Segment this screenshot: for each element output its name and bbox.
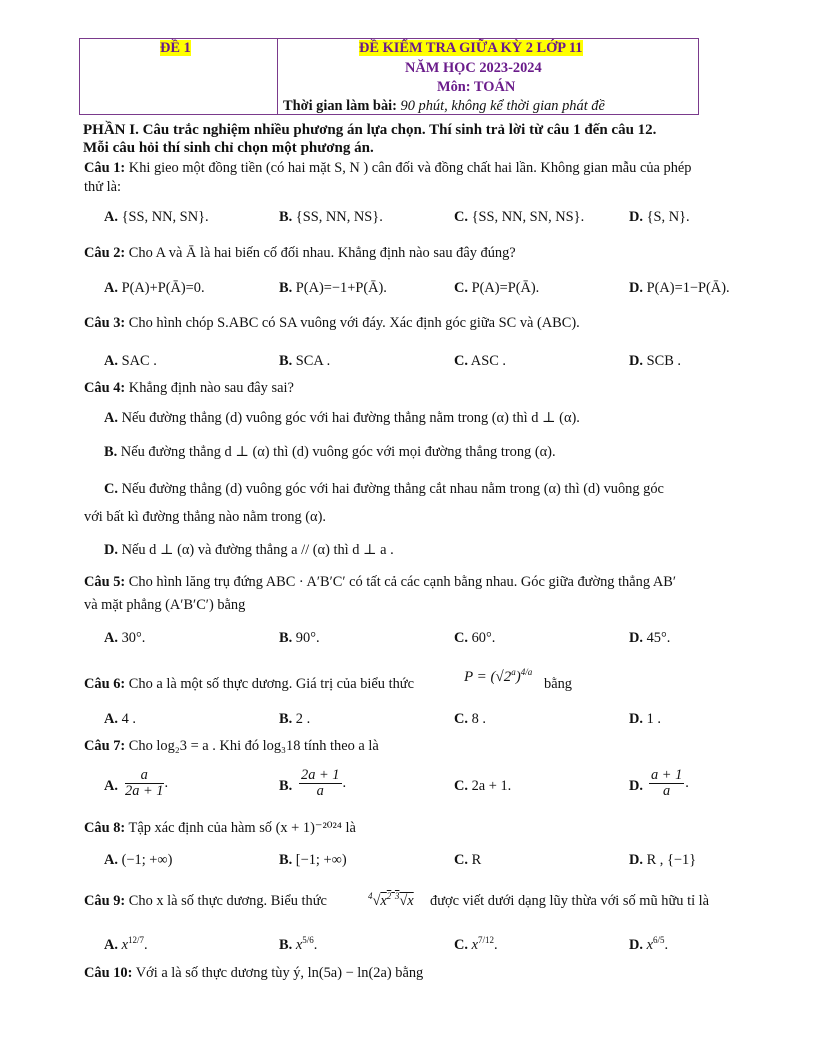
question-8: Câu 8: Tập xác định của hàm số (x + 1)⁻²⁰²⁴ là: [84, 820, 356, 836]
q9-expression: $^4√x^2$ $^3$√x: [368, 891, 414, 909]
q1-option-c: C. {SS, NN, SN, NS}.: [454, 209, 585, 225]
q7-b-fraction: $\frac{2a + 1}{a}$ .: [301, 767, 347, 799]
section-subheading: Mỗi câu hỏi thí sinh chỉ chọn một phương án.: [83, 140, 374, 156]
q3-option-d: D. SCB .: [629, 353, 681, 369]
q7-a-fraction: $\frac{a}{2a + 1}$ .: [125, 767, 169, 799]
q7-option-d: D.: [629, 778, 643, 794]
header-divider: [277, 39, 278, 114]
q3-option-b: B. SCA .: [279, 353, 331, 369]
exam-title: ĐỀ KIỂM TRA GIỮA KỲ 2 LỚP 11: [359, 40, 583, 56]
q2-option-d: D. P(A)=1−P(Ā).: [629, 280, 730, 296]
question-10: Câu 10: Với a là số thực dương tùy ý, ln(5a) − ln(2a) bằng: [84, 965, 424, 981]
q6-expression: $P = (√2^a)^{4/a}$: [464, 667, 533, 685]
subject: Môn: TOÁN: [437, 79, 516, 95]
question-2: Câu 2: Cho A và Ā là hai biến cố đối nhau. Khẳng định nào sau đây đúng?: [84, 245, 516, 261]
q4-option-b: B. Nếu đường thẳng d ⊥ (α) thì (d) vuông góc với mọi đường thẳng trong (α).: [104, 444, 556, 460]
q3-option-c: C. ASC .: [454, 353, 506, 369]
q5-option-a: A. 30°.: [104, 630, 146, 646]
q4-option-c: C. Nếu đường thẳng (d) vuông góc với hai đường thẳng cắt nhau nằm trong (α) thì (d) vuông góc: [104, 481, 664, 497]
q6-option-b: B. 2 .: [279, 711, 311, 727]
q2-option-c: C. P(A)=P(Ā).: [454, 280, 540, 296]
q7-option-a: A.: [104, 778, 118, 794]
question-3: Câu 3: Cho hình chóp S.ABC có SA vuông với đáy. Xác định góc giữa SC và (ABC).: [84, 315, 580, 331]
q1-option-d: D. {S, N}.: [629, 209, 690, 225]
section-heading: PHẦN I. Câu trắc nghiệm nhiều phương án lựa chọn. Thí sinh trả lời từ câu 1 đến câu 12.: [83, 122, 657, 138]
question-7: Câu 7: Cho log₂3 = a . Khi đó log₃18 tính theo a là: [84, 738, 379, 754]
question-4: Câu 4: Khẳng định nào sau đây sai?: [84, 380, 294, 396]
q6-option-c: C. 8 .: [454, 711, 486, 727]
q8-option-d: D. R , {−1}: [629, 852, 697, 868]
q9-option-d: D. $x^{6/5}$.: [629, 935, 669, 953]
q9-option-b: B. $x^{5/6}$.: [279, 935, 318, 953]
q8-option-b: B. [−1; +∞): [279, 852, 347, 868]
question-5-cont: và mặt phẳng (A′B′C′) bằng: [84, 597, 246, 613]
question-6-cont: bằng: [544, 676, 572, 692]
q7-option-b: B.: [279, 778, 293, 794]
q9-option-a: A. $x^{12/7}$.: [104, 935, 148, 953]
q7-option-c: C. 2a + 1.: [454, 778, 512, 794]
exam-code: ĐỀ 1: [160, 40, 191, 56]
q8-option-a: A. (−1; +∞): [104, 852, 173, 868]
q1-option-a: A. {SS, NN, SN}.: [104, 209, 209, 225]
question-1-cont: thử là:: [84, 179, 121, 195]
q2-option-b: B. P(A)=−1+P(Ā).: [279, 280, 387, 296]
school-year: NĂM HỌC 2023-2024: [405, 60, 542, 76]
q5-option-b: B. 90°.: [279, 630, 320, 646]
q2-option-a: A. P(A)+P(Ā)=0.: [104, 280, 205, 296]
q6-option-a: A. 4 .: [104, 711, 136, 727]
q4-option-d: D. Nếu d ⊥ (α) và đường thẳng a // (α) thì d ⊥ a .: [104, 542, 394, 558]
q9-option-c: C. $x^{7/12}$.: [454, 935, 498, 953]
q4-option-a: A. Nếu đường thẳng (d) vuông góc với hai đường thẳng nằm trong (α) thì d ⊥ (α).: [104, 410, 580, 426]
question-1: Câu 1: Khi gieo một đồng tiền (có hai mặt S, N ) cân đối và đồng chất hai lần. Không gian mẫu của phép: [84, 160, 692, 176]
q6-option-d: D. 1 .: [629, 711, 661, 727]
q7-d-fraction: $\frac{a + 1}{a}$ .: [651, 767, 689, 799]
q3-option-a: A. SAC .: [104, 353, 157, 369]
question-9: Câu 9: Cho x là số thực dương. Biểu thức: [84, 893, 327, 909]
time-line: Thời gian làm bài: 90 phút, không kể thời gian phát đề: [283, 98, 605, 114]
question-6: Câu 6: Cho a là một số thực dương. Giá trị của biểu thức: [84, 676, 414, 692]
q1-option-b: B. {SS, NN, NS}.: [279, 209, 383, 225]
q4-option-c-cont: với bất kì đường thẳng nào nằm trong (α).: [84, 509, 326, 525]
q5-option-c: C. 60°.: [454, 630, 496, 646]
q5-option-d: D. 45°.: [629, 630, 671, 646]
question-5: Câu 5: Cho hình lăng trụ đứng ABC · A′B′C′ có tất cả các cạnh bằng nhau. Góc giữa đường thẳng AB′: [84, 574, 676, 590]
question-9-cont: được viết dưới dạng lũy thừa với số mũ hữu tỉ là: [430, 893, 710, 909]
q8-option-c: C. R: [454, 852, 482, 868]
